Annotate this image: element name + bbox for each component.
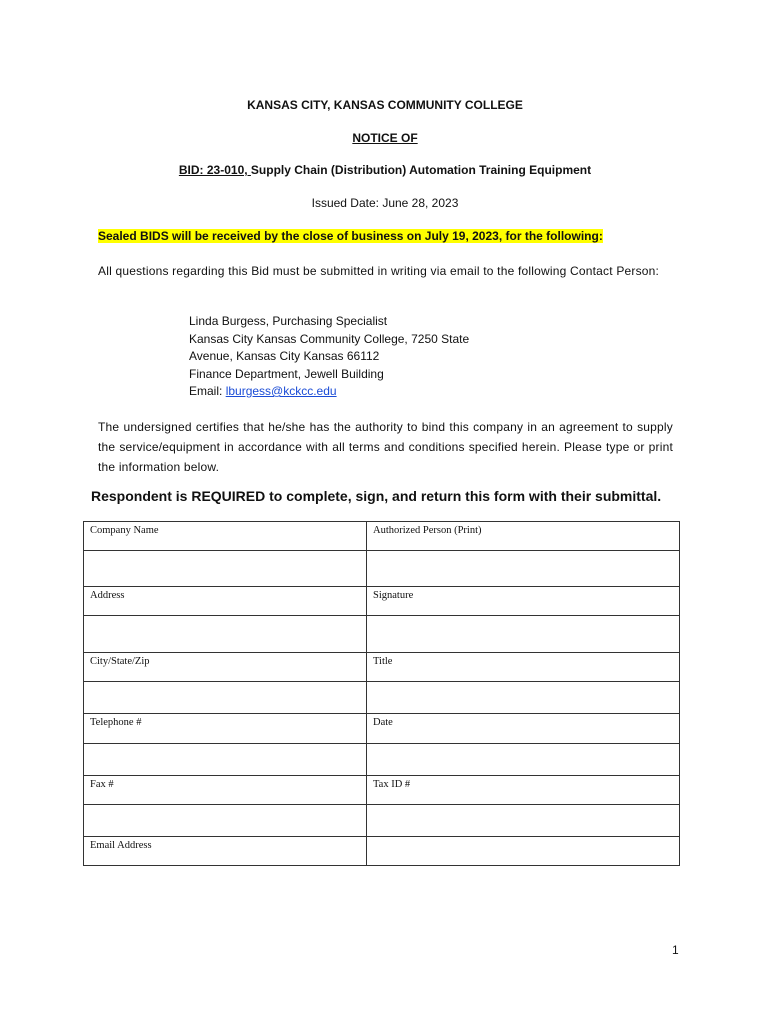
telephone-field[interactable]	[84, 744, 367, 776]
city-state-zip-label: City/State/Zip	[84, 653, 367, 682]
email-address-field[interactable]	[367, 837, 680, 866]
tax-id-field[interactable]	[367, 805, 680, 837]
bid-title: Supply Chain (Distribution) Automation Training Equipment	[250, 163, 592, 177]
contact-department: Finance Department, Jewell Building	[189, 366, 384, 381]
notice-heading	[0, 131, 770, 145]
email-link[interactable]: lburgess@kckcc.edu	[225, 384, 337, 398]
certify-paragraph: The undersigned certifies that he/she has the authority to bind this company in an agreement to supply the service/equipment in accordance with all terms and conditions specified herein. Please type or print the information below.	[98, 420, 673, 474]
bid-heading	[0, 163, 770, 177]
signature-label: Signature	[367, 587, 680, 616]
contact-block	[189, 313, 469, 401]
company-name-field[interactable]	[84, 551, 367, 587]
address-label: Address	[84, 587, 367, 616]
respondent-form	[83, 521, 680, 866]
email-label: Email:	[189, 384, 226, 398]
city-state-zip-field[interactable]	[84, 682, 367, 714]
issued-date: Issued Date: June 28, 2023	[311, 196, 459, 210]
signature-field[interactable]	[367, 616, 680, 653]
fax-label: Fax #	[84, 776, 367, 805]
title-field[interactable]	[367, 682, 680, 714]
company-name-label: Company Name	[84, 522, 367, 551]
sealed-bids-notice	[98, 229, 603, 243]
title-label: Title	[367, 653, 680, 682]
email-address-label: Email Address	[84, 837, 367, 866]
contact-address: Avenue, Kansas City Kansas 66112	[189, 349, 380, 363]
authorized-person-field[interactable]	[367, 551, 680, 587]
fax-field[interactable]	[84, 805, 367, 837]
date-label: Date	[367, 714, 680, 744]
questions-paragraph: All questions regarding this Bid must be submitted in writing via email to the following Contact Person:	[98, 264, 660, 278]
tax-id-label: Tax ID #	[367, 776, 680, 805]
notice-label: NOTICE OF	[352, 131, 418, 145]
required-notice: Respondent is REQUIRED to complete, sign, and return this form with their submittal.	[91, 488, 662, 504]
college-heading: KANSAS CITY, KANSAS COMMUNITY COLLEGE	[247, 98, 523, 112]
contact-org: Kansas City Kansas Community College, 7250 State	[189, 331, 470, 346]
date-field[interactable]	[367, 744, 680, 776]
page-number: 1	[672, 943, 679, 957]
telephone-label: Telephone #	[84, 714, 367, 744]
authorized-person-label: Authorized Person (Print)	[367, 522, 680, 551]
contact-email-line	[189, 383, 469, 401]
contact-name: Linda Burgess, Purchasing Specialist	[189, 314, 388, 328]
address-field[interactable]	[84, 616, 367, 653]
sealed-bids-highlight: Sealed BIDS will be received by the close of business on July 19, 2023, for the following:	[98, 229, 603, 243]
bid-number: BID: 23-010,	[178, 163, 251, 177]
